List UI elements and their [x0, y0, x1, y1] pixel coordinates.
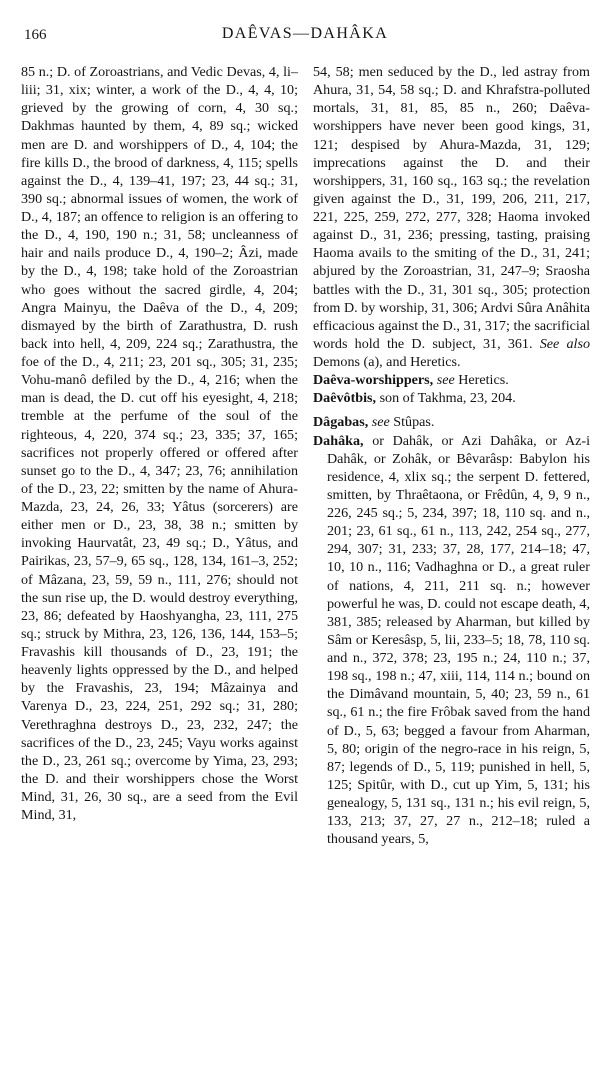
entry-daevotbis [313, 389, 590, 407]
page-number: 166 [24, 27, 47, 43]
see-also-label: See also [539, 335, 591, 352]
see-also-tail: Heretics. [410, 354, 461, 370]
see-label: see [436, 372, 455, 389]
entry-text: son of Takhma, 23, 204. [379, 390, 516, 407]
see-target: Stûpas. [393, 414, 435, 431]
running-head: DAÊVAS—DAHÂKA [221, 25, 389, 42]
left-column [21, 63, 298, 824]
entry-dahaka [313, 432, 590, 849]
entry-head: Dâgabas, [313, 414, 369, 431]
entry-head: Daêva-worshippers, [313, 372, 434, 389]
entry-head: Daêvôtbis, [313, 390, 377, 407]
entry-text: or Dahâk, or Azi Dahâka, or Az-i Dahâk, or Zohâk, or Bêvarâsp: Babylon his residence, 4, xlix sq.; the serpent D. fettered, smitten, by Thraêtaona, or Frêdûn, 4, 9, 9 n., 226, 245 sq.; 5, 234, 397; 18, 110 sq. and n., 201; 23, 61 sq., 61 n., 113, 242, 254 sq., 277, 294, 307; 31, 233; 37, 28, 177, 214–18; 47, 10, 10 n., 116; Vadhaghna or D., a great ruler of nations, 4, 211, 211 sq. n.; however powerful he was, D. could not escape death, 4, 381, 385; released by Aharman, but killed by Sâm or Keresâsp, 5, lii, 233–5; 18, 78, 110 sq. and n., 372, 378; 23, 195 n.; 24, 110 n.; 37, 198 sq., 198 n.; 47, xiii, 114, 114 n.; bound on the Dimâvand mountain, 5, 40; 23, 59 n., 61 sq., 61 n.; the fire Frôbak saved from the hand of D., 5, 63; begged a favour from Aharman, 5, 80; origin of the negro-race in his reign, 5, 87; legends of D., 5, 119; punished in hell, 5, 125; Spitûr, with D., cut up Yim, 5, 131; his genealogy, 5, 131 sq., 131 n.; his evil reign, 5, 133, 213; 37, 27, 27 n., 212–18; ruled a thousand years, 5, [327, 432, 590, 848]
see-label: see [371, 414, 390, 431]
entry-dagabas [313, 413, 590, 431]
entry-daeva-worshippers [313, 371, 590, 389]
see-target: Heretics. [458, 372, 509, 389]
entry-text: 54, 58; men seduced by the D., led astray from Ahura, 31, 54, 58 sq.; D. and Khrafstra-polluted mortals, 31, 81, 85, 85 n., 260; Daêva-worshippers have never been good kings, 31, 121; despised by Ahura-Mazda, 31, 129; imprecations against the D. and their worshippers, 31, 160 sq., 163 sq.; the revelation given against the D., 31, 199, 206, 211, 217, 221, 225, 259, 272, 277, 328; Haoma invoked against D., 31, 236; pressing, tasting, praising Haoma avails to the smiting of the D., 31, 241; abjured by the Zoroastrian, 31, 247–9; Sraosha battles with the D., 31, 301 sq., 305; protection from D. by worship, 31, 306; Ardvi Sûra Anâhita efficacious against the D., 31, 317; the sacrificial words hold the D. subject, 31, 361. [313, 64, 590, 352]
entry-daevas-continued: 85 n.; D. of Zoroastrians, and Vedic Devas, 4, li–liii; 31, xix; winter, a work of the D., 4, 4, 10; grieved by the growing of corn, 4, 30 sq.; Dakhmas haunted by them, 4, 89 sq.; wicked men are D. and worshippers of D., 4, 104; the fire kills D., the brood of darkness, 4, 115; spells against the D., 4, 139–41, 197; 23, 44 sq.; 31, 390 sq.; abnormal issues of women, the work of D., 4, 187; an offence to religion is an offering to the D., 4, 190, 190 n.; 31, 58; uncleanness of hair and nails produce D., 4, 190–2; Âzi, made by the D., 4, 198; take hold of the Zoroastrian who goes without the sacred girdle, 4, 204; Angra Mainyu, the Daêva of the D., 4, 209; dismayed by the birth of Zarathustra, D. rush back into hell, 4, 209, 224 sq.; Zarathustra, the foe of the D., 4, 211; 23, 201 sq., 305; 31, 235; Vohu-manô defiled by the D., 4, 216; when the man is dead, the D. cut off his eyesight, 4, 218; tremble at the perfume of the soul of the righteous, 4, 220, 374 sq.; 23, 335; 37, 165; sacrifices not properly offered or offered after sunset go to the D., 4, 347; 23, 76; annihilation of the D., 23, 22; smitten by the name of Ahura-Mazda, 23, 24, 26, 33; Yâtus (sorcerers) are either men or D., 23, 38, 38 n.; smitten by invoking Haurvatât, 23, 49 sq.; D., Yâtus, and Pairikas, 23, 57–9, 65 sq., 128, 134, 161–3, 252; of Mâzana, 23, 59, 59 n., 111, 276; should not the sun rise up, the D. would destroy everything, 23, 86; defeated by Haoshyangha, 23, 111, 275 sq.; struck by Mithra, 23, 126, 136, 144, 153–5; Fravashis kill thousands of D., 23, 191; the heavenly lights oppressed by the D., and helped by the Fravashis, 23, 194; Mâzainya and Varenya D., 23, 224, 251, 292 sq.; 31, 280; Verethraghna destroys D., 23, 232, 247; the sacrifices of the D., 23, 245; Vayu works against the D., 23, 261 sq.; overcome by Yima, 23, 293; the D. and their worshippers chose the Worst Mind, 31, 26, 30 sq., are a seed from the Evil Mind, 31, [21, 64, 298, 824]
right-column [313, 63, 590, 848]
entry-head: Dahâka, [313, 432, 364, 449]
see-also-targets: Demons (a), and [313, 354, 407, 370]
entry-daevas-continued-right [313, 63, 590, 371]
